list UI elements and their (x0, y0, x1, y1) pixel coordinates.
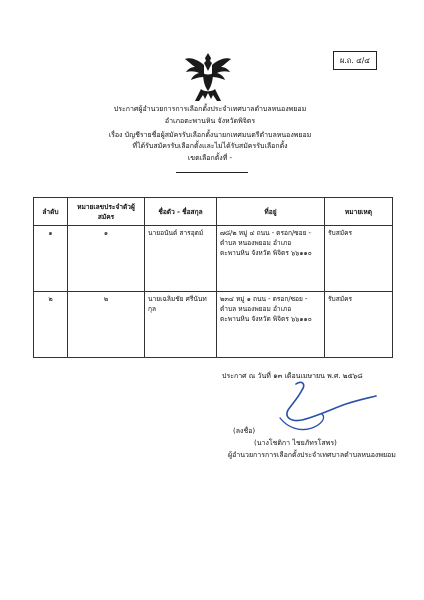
cell-candidate-number: ๒ (68, 292, 145, 358)
cell-candidate-number: ๑ (68, 226, 145, 292)
column-header-address: ที่อยู่ (217, 198, 325, 226)
announcement-date: ประกาศ ณ วันที่ ๑๓ เดือนเมษายน พ.ศ. ๒๕๖๘ (222, 372, 363, 380)
heading-line-4: ที่ได้รับสมัครรับเลือกตั้งและไม่ได้รับสมัครรับเลือกตั้ง (132, 142, 288, 150)
cell-name: นายอนันต์ สารอุตม์ (145, 226, 217, 292)
column-header-index: ลำดับ (34, 198, 68, 226)
heading-divider (176, 172, 248, 173)
table-header-row (34, 198, 393, 226)
heading-line-2: อำเภอตะพานหิน จังหวัดพิจิตร (164, 117, 256, 125)
column-header-name: ชื่อตัว - ชื่อสกุล (145, 198, 217, 226)
signatory-name: (นางโชติกา ไชยภัทรโสพร) (254, 439, 337, 447)
cell-index: ๒ (34, 292, 68, 358)
cell-remark: รับสมัคร (325, 226, 393, 292)
cell-address: ๗๘/๒ หมู่ ๔ ถนน - ตรอก/ซอย - ตำบล หนองพยอม อำเภอ ตะพานหิน จังหวัด พิจิตร ๖๖๑๑๐ (217, 226, 325, 292)
form-code-box: ผ.ถ. ๔/๔ (333, 51, 377, 70)
column-header-remark: หมายเหตุ (325, 198, 393, 226)
candidate-table (33, 197, 393, 358)
column-header-number: หมายเลขประจำตัวผู้สมัคร (68, 198, 145, 226)
handwritten-signature (262, 378, 382, 440)
cell-index: ๑ (34, 226, 68, 292)
heading-line-5: เขตเลือกตั้งที่ - (187, 154, 233, 162)
cell-name: นายเฉลิมชัย ศรีนันทกุล (145, 292, 217, 358)
table-row (34, 292, 393, 358)
signatory-title: ผู้อำนวยการการเลือกตั้งประจำเทศบาลตำบลหนองพยอม (228, 451, 396, 459)
signature-label: (ลงชื่อ) (233, 427, 256, 435)
heading-line-3: เรื่อง บัญชีรายชื่อผู้สมัครรับเลือกตั้งนายกเทศมนตรีตำบลหนองพยอม (108, 131, 312, 139)
cell-address: ๒๓๔ หมู่ ๑ ถนน - ตรอก/ซอย - ตำบล หนองพยอม อำเภอ ตะพานหิน จังหวัด พิจิตร ๖๖๑๑๐ (217, 292, 325, 358)
garuda-emblem-icon (183, 49, 233, 105)
heading-line-1: ประกาศผู้อำนวยการการเลือกตั้งประจำเทศบาลตำบลหนองพยอม (113, 105, 307, 113)
cell-remark: รับสมัคร (325, 292, 393, 358)
table-row (34, 226, 393, 292)
